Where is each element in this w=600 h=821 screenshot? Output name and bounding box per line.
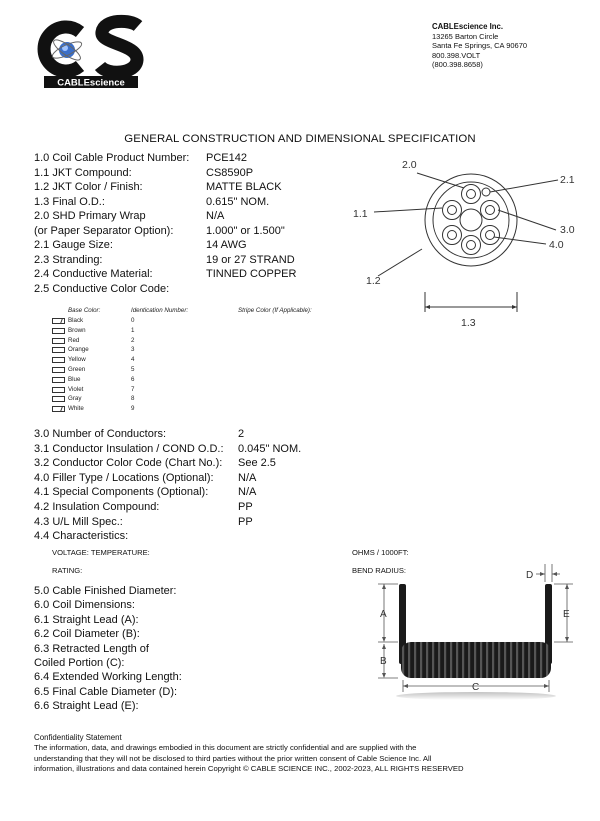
color-name: Red (68, 336, 80, 344)
inner-wrap (433, 182, 509, 258)
spec-label: 1.1 JKT Compound: (34, 166, 132, 179)
confidentiality-line-3: information, illustrations and data contained herein Copyright © CABLE SCIENCE INC., 2002-2023, ALL RIGHTS RESERVED (34, 764, 464, 774)
confidentiality-line-2: understanding that they will not be disclosed to third parties without the prior written consent of Cable Science Inc. All (34, 753, 432, 763)
label-1-3: 1.3 (461, 317, 476, 329)
spec-value: PP (238, 515, 253, 528)
color-checkbox[interactable] (52, 338, 65, 344)
spec-label: 4.0 Filler Type / Locations (Optional): (34, 471, 214, 484)
color-name: Brown (68, 326, 86, 334)
spec-label: 6.0 Coil Dimensions: (34, 599, 135, 612)
spec-value: 14 AWG (206, 239, 247, 251)
label-c: C (472, 682, 480, 693)
color-checkbox[interactable] (52, 377, 65, 383)
spec-value: 0.045" NOM. (238, 442, 302, 455)
color-number: 2 (131, 336, 135, 344)
bend-radius-label: BEND RADIUS: (352, 566, 407, 575)
label-d: D (526, 570, 534, 581)
spec-value: N/A (238, 471, 257, 484)
spec-label: 2.5 Conductive Color Code: (34, 282, 170, 295)
color-checkbox[interactable] (52, 318, 65, 324)
company-name: CABLEscience Inc. (432, 22, 504, 31)
color-name: Black (68, 317, 84, 324)
label-1-1: 1.1 (353, 208, 368, 220)
spec-value: See 2.5 (238, 457, 276, 470)
spec-value: TINNED COPPER (206, 268, 297, 280)
color-checkbox[interactable] (52, 357, 65, 363)
ohms-label: OHMS / 1000FT: (352, 548, 409, 557)
spec-label: 6.1 Straight Lead (A): (34, 613, 139, 626)
document-title: GENERAL CONSTRUCTION AND DIMENSIONAL SPECIFICATION (124, 133, 476, 145)
spec-label: 6.3 Retracted Length of (34, 642, 149, 655)
label-2-1: 2.1 (560, 174, 575, 186)
outer-jacket (425, 174, 517, 266)
spec-label: 6.5 Final Cable Diameter (D): (34, 685, 178, 698)
logo-text: CABLEscience (57, 77, 125, 89)
coil-cable-diagram (360, 564, 592, 712)
spec-label: 3.2 Conductor Color Code (Chart No.): (34, 457, 223, 470)
cable-cross-section-diagram (348, 152, 588, 342)
color-name: Violet (68, 385, 84, 393)
color-name: Gray (68, 395, 82, 403)
label-3-0: 3.0 (560, 224, 575, 236)
company-address (432, 22, 527, 70)
spec-label: 2.1 Gauge Size: (34, 239, 113, 251)
center-conductor (460, 209, 482, 231)
spec-value: PCE142 (206, 152, 247, 164)
spec-value: MATTE BLACK (206, 181, 282, 193)
cablescience-logo (34, 14, 146, 92)
spec-label: 4.3 U/L Mill Spec.: (34, 515, 123, 528)
label-4-0: 4.0 (549, 239, 564, 251)
color-checkbox[interactable] (52, 396, 65, 402)
spec-value: 0.615" NOM. (206, 195, 270, 208)
spec-label: 5.0 Cable Finished Diameter: (34, 585, 177, 597)
spec-label: 6.6 Straight Lead (E): (34, 700, 139, 713)
color-name: Green (68, 366, 86, 373)
address-line-2: Santa Fe Springs, CA 90670 (432, 41, 528, 51)
filler-element (482, 188, 490, 196)
color-checkbox[interactable] (52, 347, 65, 353)
color-number: 7 (131, 385, 135, 393)
label-e: E (563, 609, 570, 620)
color-number: 3 (131, 346, 135, 354)
confidentiality-statement (34, 733, 574, 775)
spec-label: 1.0 Coil Cable Product Number: (34, 152, 190, 164)
spec-value: PP (238, 501, 253, 513)
spec-value: 1.000" or 1.500" (206, 224, 285, 237)
spec-value: CS8590P (206, 166, 254, 179)
spec-label: 4.2 Insulation Compound: (34, 501, 160, 513)
color-name: Blue (68, 375, 81, 383)
spec-label: (or Paper Separator Option): (34, 224, 174, 237)
spec-label: 2.0 SHD Primary Wrap (34, 210, 146, 222)
color-checkbox[interactable] (52, 328, 65, 334)
stripe-color-header: Stripe Color (If Applicable): (238, 307, 312, 314)
label-b: B (380, 656, 387, 667)
identification-number-header: Identication Number: (131, 307, 189, 314)
color-checkbox[interactable] (52, 387, 65, 393)
rating-label: RATING: (52, 566, 83, 575)
color-number: 8 (131, 395, 135, 403)
spec-label: 3.0 Number of Conductors: (34, 428, 167, 440)
confidentiality-line-1: The information, data, and drawings embodied in this document are strictly confidential and are supplied with the (34, 743, 417, 753)
base-color-header: Base Color: (68, 307, 101, 314)
color-name: Orange (68, 346, 89, 354)
color-number: 9 (131, 405, 135, 413)
spec-value: 19 or 27 STRAND (206, 253, 295, 266)
spec-value: N/A (206, 210, 225, 222)
voltage-temperature-label: VOLTAGE: TEMPERATURE: (52, 548, 150, 557)
spec-label: Coiled Portion (C): (34, 657, 125, 669)
color-name: White (68, 405, 84, 413)
color-checkbox[interactable] (52, 367, 65, 373)
spec-label: 6.2 Coil Diameter (B): (34, 628, 140, 641)
spec-label: 4.4 Characteristics: (34, 530, 129, 543)
spec-label: 6.4 Extended Working Length: (34, 671, 182, 684)
color-number: 0 (131, 317, 135, 324)
color-number: 1 (131, 326, 135, 334)
color-checkbox[interactable] (52, 406, 65, 412)
label-a: A (380, 609, 387, 620)
coiled-portion (401, 642, 551, 678)
spec-label: 1.3 Final O.D.: (34, 195, 105, 208)
label-1-2: 1.2 (366, 275, 381, 287)
spec-value: 2 (238, 428, 245, 440)
address-line-1: 13265 Barton Circle (432, 31, 499, 41)
label-2-0: 2.0 (402, 159, 417, 171)
spec-label: 2.3 Stranding: (34, 253, 103, 266)
spec-label: 3.1 Conductor Insulation / COND O.D.: (34, 442, 224, 455)
color-number: 4 (131, 356, 135, 364)
phone-line-1: 800.398.VOLT (432, 50, 481, 60)
color-number: 5 (131, 366, 135, 373)
spec-label: 1.2 JKT Color / Finish: (34, 181, 143, 193)
color-number: 6 (131, 375, 135, 383)
spec-label: 2.4 Conductive Material: (34, 268, 153, 280)
color-name: Yellow (68, 356, 86, 364)
spec-label: 4.1 Special Components (Optional): (34, 486, 209, 499)
spec-value: N/A (238, 486, 257, 499)
phone-line-2: (800.398.8658) (432, 60, 483, 70)
confidentiality-heading: Confidentiality Statement (34, 733, 122, 742)
